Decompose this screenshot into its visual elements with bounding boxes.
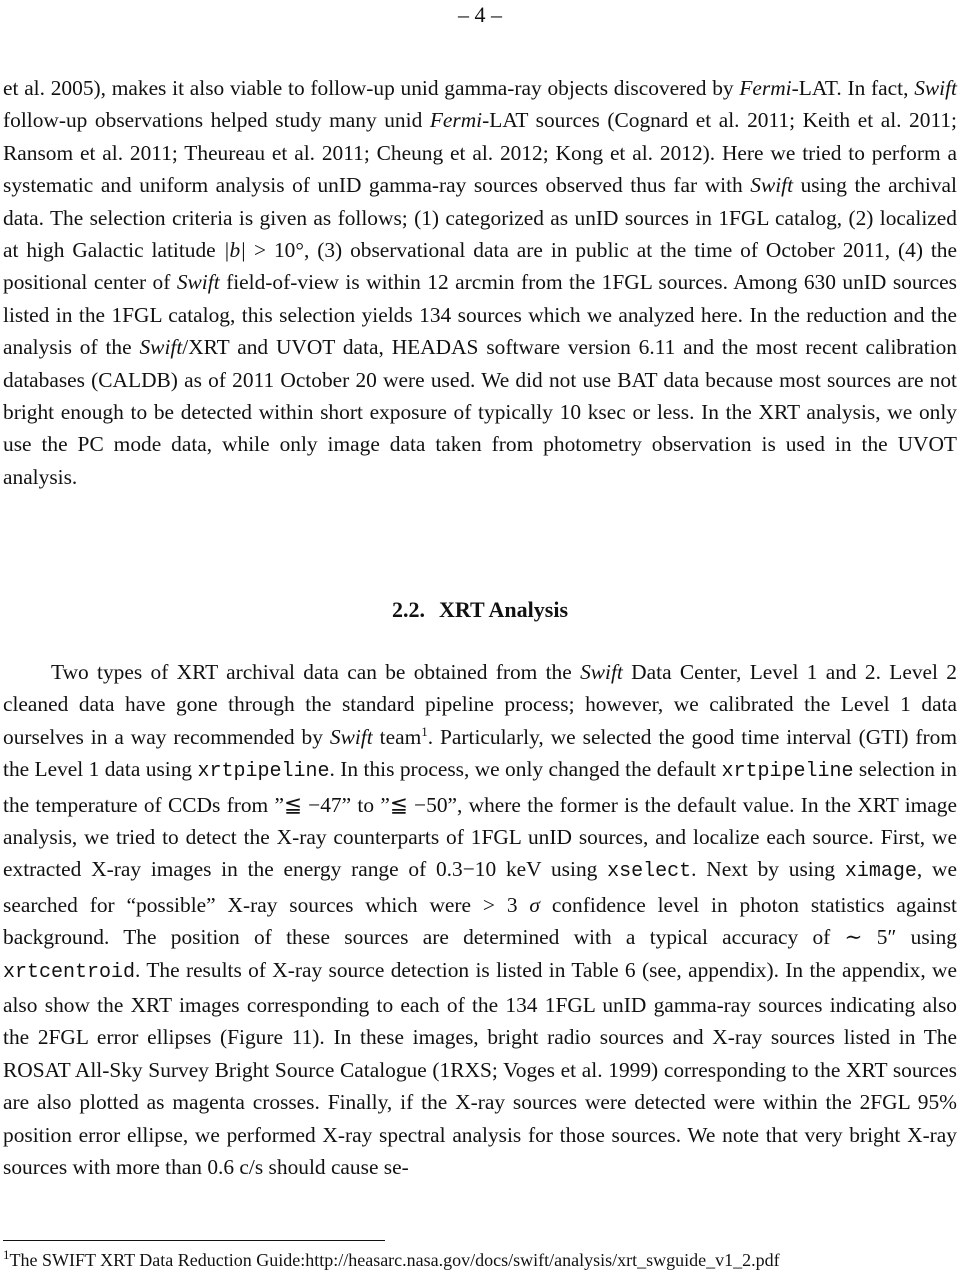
text-run: . The results of X-ray source detection is listed in Table 6 (see, appendix). In the appendix, we also show the XRT images corresponding to each of the 134 1FGL unID gamma-ray sources indicating also the 2FGL error ellipses (Figure 11). In these images, bright radio sources and X-ray sources listed in The ROSAT All-Sky Survey Bright Source Catalogue (1RXS; Voges et al. 1999) corresponding to the XRT sources are also plotted as magenta crosses. Finally, if the X-ray sources were detected were within the 2FGL 95 [3,957,957,1115]
italic-swift: Swift [914,76,957,100]
italic-swift: Swift [139,335,183,360]
text-run: Data Center, Level 1 and 2. Level 2 cleaned data have gone through the standard pipeline process; however, we calibrated the Level 1 data ourselves in a way recommended by [3,660,958,749]
italic-swift: Swift [176,270,220,295]
text-run: ”, where the former is the default value. In the XRT image analysis, we tried to detect the X-ray counterparts of 1FGL unID sources, and localize each source. First, we extracted X-ray images in the energy range of [3,792,957,882]
paragraph-intro [3,72,957,493]
section-title: XRT Analysis [438,597,569,622]
math-op: > 10° [246,238,304,263]
text-run: . Particularly, we selected the good time interval (GTI) from the Level 1 data using [3,724,957,782]
command-xselect: xselect [607,860,692,884]
text-run: using the archival data. The selection criteria is given as follows; (1) categorized as unID sources in 1FGL catalog, (2) localized at high Galactic latitude [3,173,957,263]
italic-fermi: Fermi [429,108,483,133]
section-heading [0,594,960,626]
command-xrtpipeline: xrtpipeline [721,760,854,784]
section-number: 2.2. [391,597,425,622]
text-run: team [372,724,422,749]
paragraph-xrt-analysis [3,656,957,1184]
command-xrtpipeline: xrtpipeline [197,760,330,784]
text-run: , (3) observational data are in public at the time of October 2011, (4) the positional center of [3,238,957,295]
text-run: ” to ” [341,792,390,817]
footnote [3,1248,957,1272]
text-run: Two types of XRT archival data can be obtained from the [51,660,581,684]
text-run: keV using [496,857,608,882]
math-accuracy: ∼ 5″ [844,925,897,950]
math-sigma: σ [529,892,540,917]
italic-fermi: Fermi [739,76,792,100]
math-energy-range: 0.3−10 [435,857,497,882]
text-run: -LAT sources (Cognard et al. 2011; Keith et al. 2011; Ransom et al. 2011; Theureau et al. 2011; Cheung et al. 2012; Kong et al. 2012). Here we tried to perform a systematic and uniform analysis of unID gamma-ray sources observed thus far with [3,108,957,198]
footnote-mark: 1 [3,1247,10,1262]
math-var-b: |b| [223,238,247,263]
text-run: , we searched for “possible” X-ray sources which were [3,857,957,917]
page-number: – 4 – [458,2,502,27]
text-run: field-of-view is within 12 arcmin from the 1FGL sources. Among 630 unID sources listed in the 1FGL catalog, this selection yields 134 sources which we analyzed here. In the reduction and the analysis of the [3,270,957,360]
footnote-marker: 1 [421,723,428,739]
italic-swift: Swift [580,660,623,684]
math-percent: % [939,1090,957,1115]
text-run: selection in the temperature of CCDs from ” [3,757,957,817]
math-temp-new: ≦ −50 [389,792,448,817]
math-sigma-threshold: > 3 [482,892,518,917]
command-ximage: ximage [844,860,917,884]
math-temp-default: ≦ −47 [283,792,342,817]
text-run: -LAT. In fact, [791,76,915,100]
text-run: confidence level in photon statistics against background. The position of these sources are determined with a typical accuracy of [3,892,957,950]
italic-swift: Swift [329,724,373,749]
italic-swift: Swift [750,173,794,198]
text-run: /XRT and UVOT data, HEADAS software version 6.11 and the most recent calibration databases (CALDB) as of 2011 October 20 were used. We did not use BAT data because most sources are not bright enough to be detected within short exposure of typically 10 ksec or less. In the XRT analysis, we only use the PC mode data, while only image data taken from photometry observation is used in the UVOT analysis. [3,335,957,489]
footnote-text: The SWIFT XRT Data Reduction Guide:http://heasarc.nasa.gov/docs/swift/analysis/xrt_swguide_v1_2.pdf [9,1250,780,1270]
footnote-rule [3,1240,385,1241]
text-run: position error ellipse, we performed X-ray spectral analysis for those sources. We note that very bright X-ray sources with more than 0.6 c/s should cause se- [3,1122,957,1180]
text-run: et al. 2005), makes it also viable to follow-up unid gamma-ray objects discovered by [3,76,740,100]
command-xrtcentroid: xrtcentroid [3,960,136,984]
math-latitude [224,238,304,262]
text-run: using [896,925,957,950]
text-run: . Next by using [691,857,845,882]
text-run: . In this process, we only changed the default [329,757,722,782]
text-run: follow-up observations helped study many unid [3,108,430,133]
